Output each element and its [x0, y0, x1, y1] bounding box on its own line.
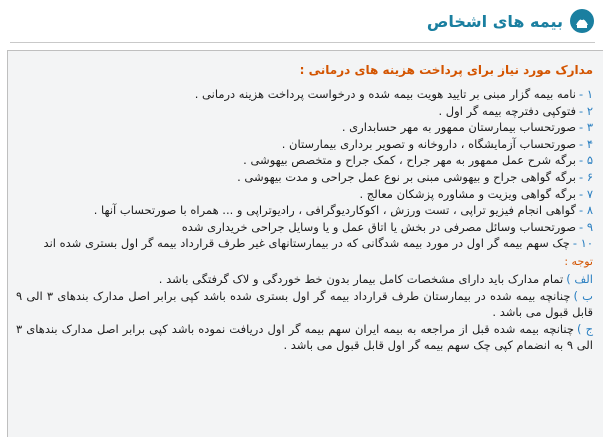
item-number: ٢ -: [579, 103, 593, 118]
list-item: [16, 86, 593, 103]
page-title-part1: بیمه های: [492, 11, 563, 31]
item-text: صورتحساب بیمارستان ممهور به مهر حسابداری .: [341, 120, 576, 135]
list-item: [16, 219, 593, 236]
item-number: ۵ -: [579, 153, 593, 168]
list-item: [16, 136, 593, 153]
list-item: [16, 186, 593, 203]
item-text: چک سهم بیمه گر اول در مورد بیمه شدگانی که در بیمارستانهای غیر طرف قرارداد بیمه گر اول بستری شده اند: [43, 236, 570, 251]
organization-emblem-icon: [569, 8, 595, 34]
note-text: چنانچه بیمه شده در بیمارستان طرف قرارداد بیمه گر اول بستری شده باشد کپی برابر اصل مدارک بندهای ٣ الی ٩ قابل قبول می باشد .: [16, 288, 593, 320]
list-item: [16, 169, 593, 186]
note-text: چنانچه بیمه شده قبل از مراجعه به بیمه ایران سهم بیمه گر اول دریافت نموده باشد کپی برابر اصل مدارک بندهای ٣ الی ٩ به انضمام کپی چک سهم بیمه گر اول قابل قبول می باشد .: [16, 321, 593, 353]
page-title: [427, 12, 563, 31]
item-text: فتوکپی دفترچه بیمه گر اول .: [438, 103, 576, 118]
section-heading: مدارک مورد نیاز برای پرداخت هزینه های درمانی :: [299, 63, 593, 77]
item-number: ٣ -: [579, 120, 593, 135]
item-text: برگه شرح عمل ممهور به مهر جراح ، کمک جراح و متخصص بیهوشی .: [243, 153, 576, 168]
page-title-part2: اشخاص: [426, 11, 488, 31]
item-number: ١٠ -: [572, 236, 593, 251]
note-label: ب ): [573, 288, 594, 303]
list-item: [16, 202, 593, 219]
note-label: الف ): [566, 271, 593, 286]
item-number: ١ -: [579, 87, 593, 101]
note-item: [16, 271, 593, 288]
item-number: ٩ -: [579, 219, 593, 234]
item-text: برگه گواهی جراح و بیهوشی مبنی بر نوع عمل جراحی و مدت بیهوشی .: [237, 169, 576, 184]
content-panel: [7, 50, 603, 437]
item-text: صورتحساب وسائل مصرفی در بخش یا اتاق عمل و یا وسایل جراحی خریداری شده: [181, 219, 576, 234]
item-text: گواهی انجام فیزیو تراپی ، تست ورزش ، اکوکاردیوگرافی ، رادیوتراپی و ... همراه با صورتحساب آنها .: [93, 203, 576, 218]
item-text: نامه بیمه گزار مبنی بر تایید هویت بیمه شده و درخواست پرداخت هزینه درمانی .: [194, 87, 576, 101]
item-number: ۶ -: [579, 169, 593, 184]
documents-list: [16, 86, 593, 252]
list-item: [16, 152, 593, 169]
list-item: [16, 103, 593, 120]
page-header: [427, 6, 595, 36]
note-item: [16, 288, 593, 321]
item-number: ۴ -: [579, 136, 593, 151]
item-number: ٨ -: [579, 203, 593, 218]
item-text: صورتحساب آزمایشگاه ، داروخانه و تصویر برداری بیمارستان .: [281, 136, 576, 151]
item-number: ۷ -: [579, 186, 593, 201]
note-text: تمام مدارک باید دارای مشخصات کامل بیمار بدون خط خوردگی و لاک گرفتگی باشد .: [158, 271, 564, 286]
note-label: ج ): [576, 321, 593, 336]
list-item: [16, 235, 593, 252]
item-text: برگه گواهی ویزیت و مشاوره پزشکان معالج .: [359, 186, 576, 201]
notes-heading: توجه :: [564, 254, 593, 268]
list-item: [16, 119, 593, 136]
note-item: [16, 321, 593, 354]
title-divider: [10, 42, 595, 43]
